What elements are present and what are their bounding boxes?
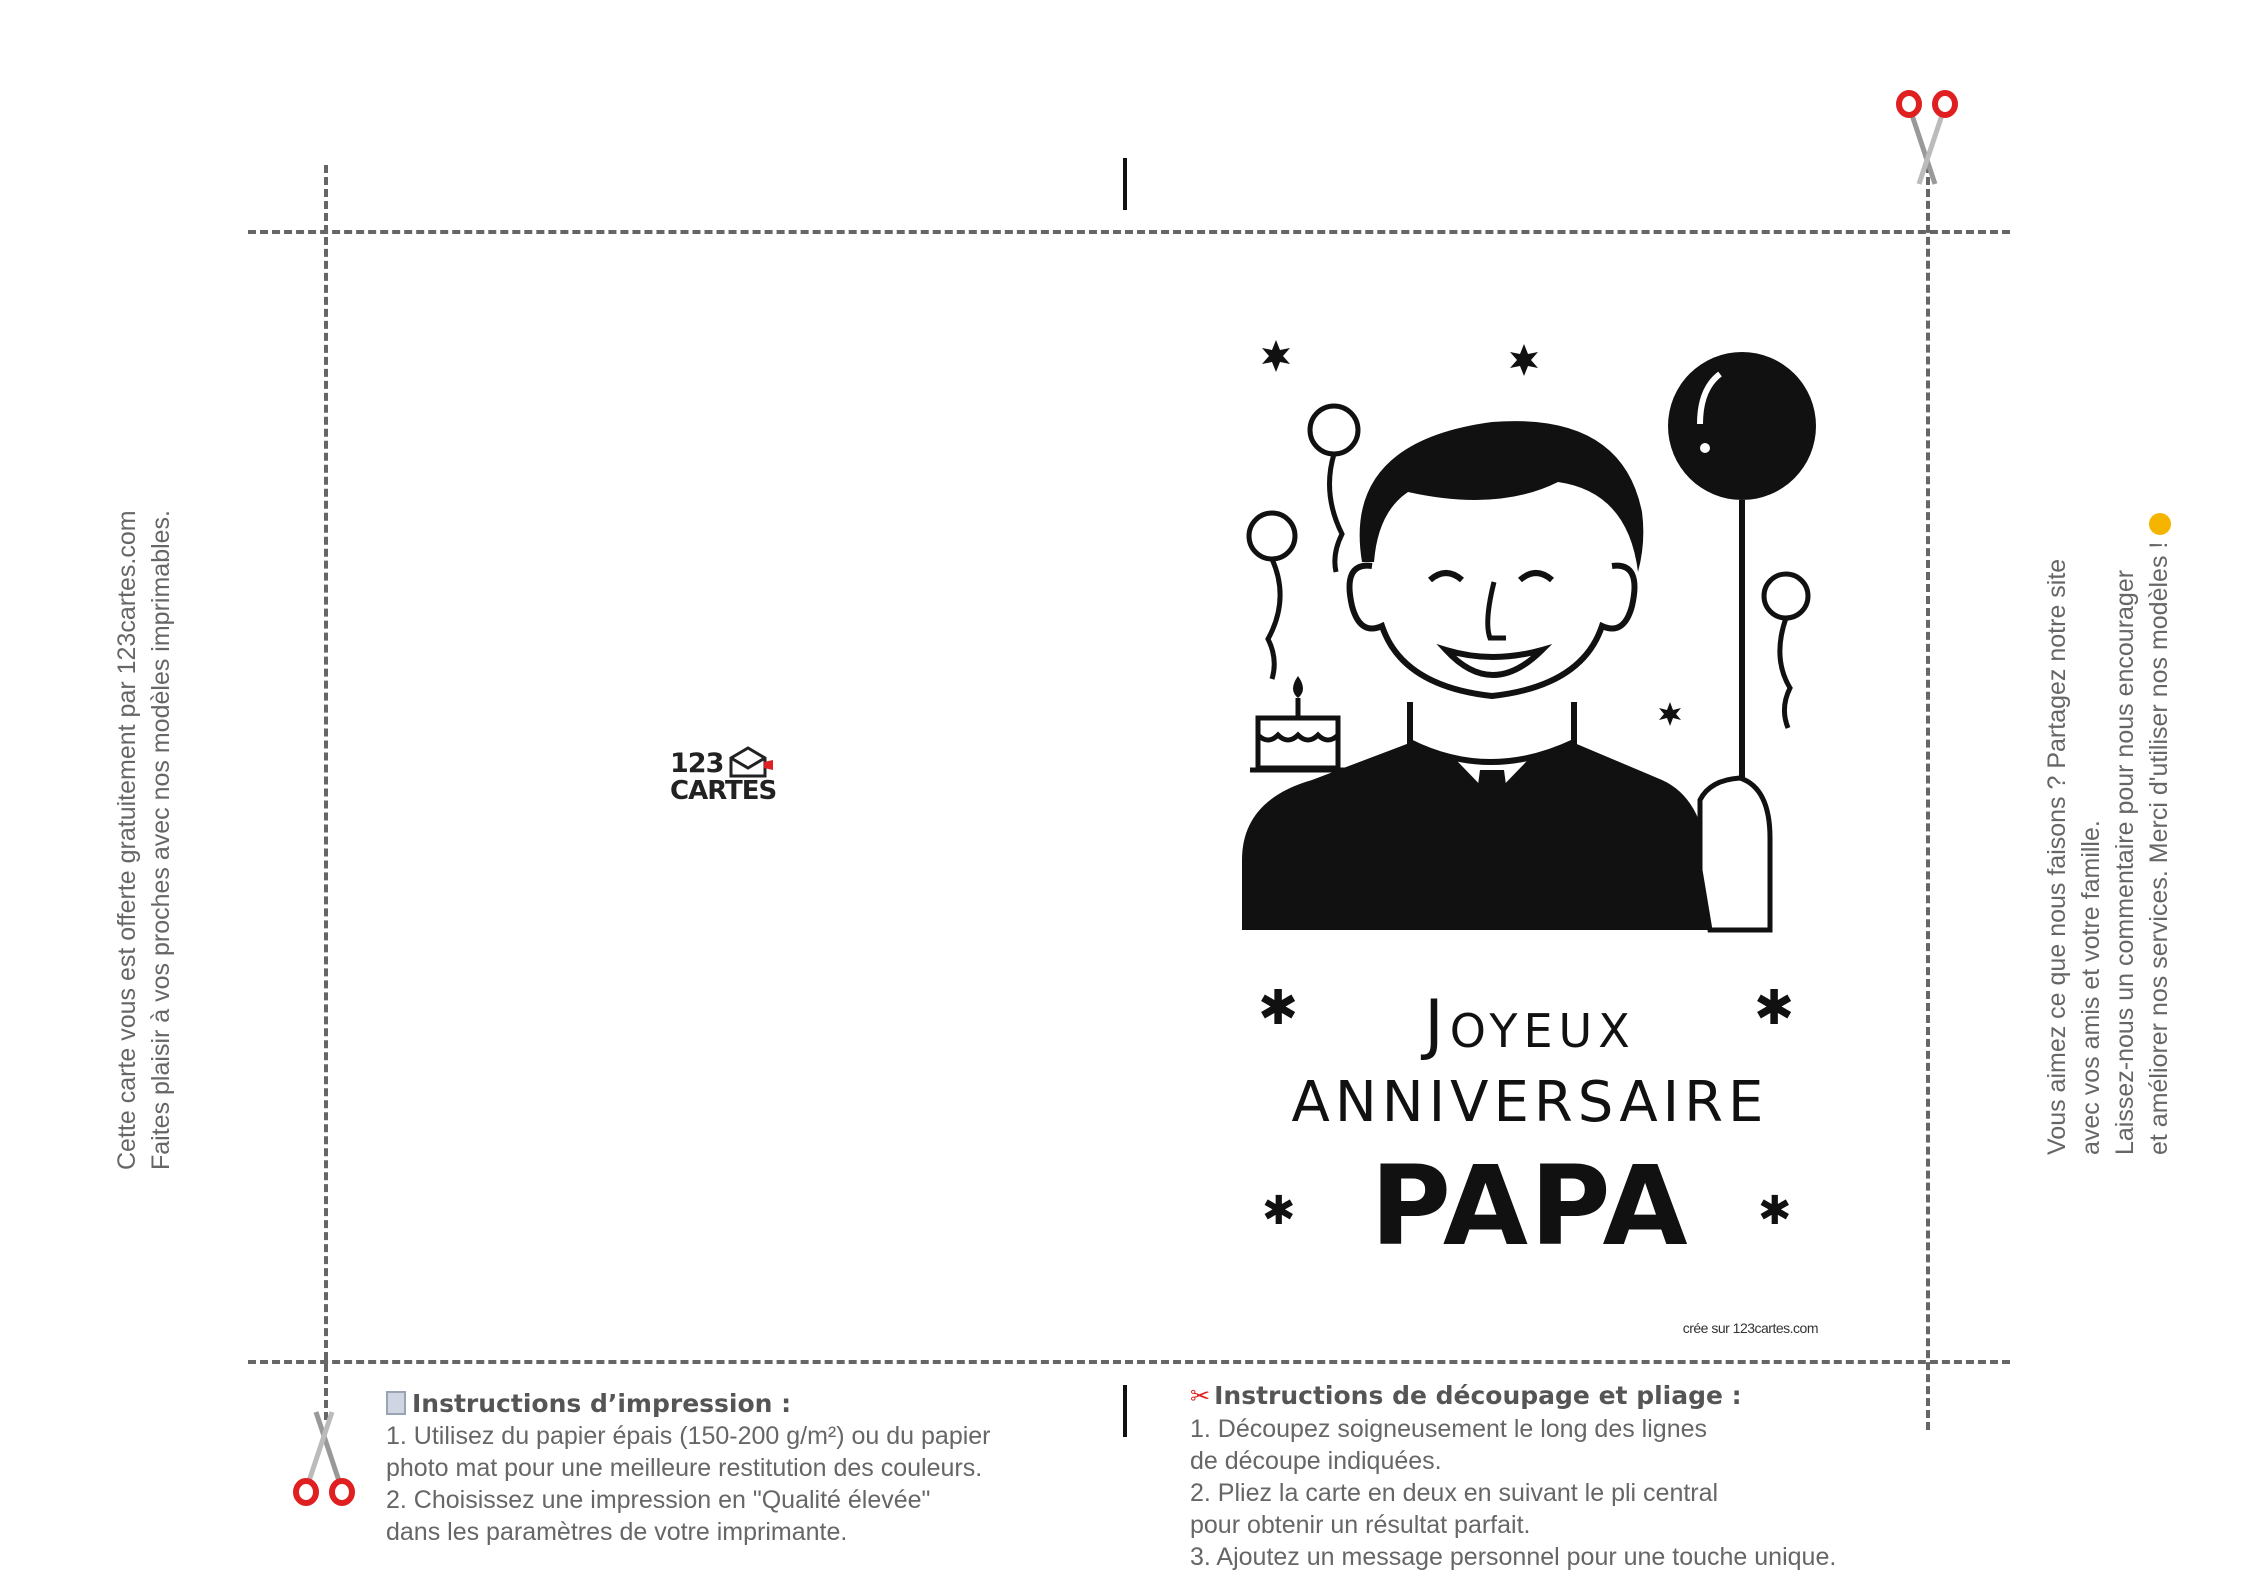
right-side-line-3: Laissez-nous un commentaire pour nous encourager: [2111, 569, 2139, 1155]
document-icon: [386, 1391, 406, 1415]
smile-emoji-icon: [2149, 513, 2171, 535]
cut-instructions: [1190, 1380, 1950, 1573]
card-front: [1230, 330, 1830, 1350]
scissors-icon: [292, 1410, 356, 1506]
cut-instruction-line: de découpe indiquées.: [1190, 1447, 1442, 1475]
cut-instruction-line: 3. Ajoutez un message personnel pour une touche unique.: [1190, 1543, 1837, 1571]
left-side-line-1: Cette carte vous est offerte gratuitement par 123cartes.com: [113, 510, 141, 1170]
right-side-line-1: Vous aimez ce que nous faisons ? Partagez notre site: [2043, 558, 2071, 1155]
print-instruction-line: photo mat pour une meilleure restitution des couleurs.: [386, 1454, 983, 1482]
card-credit: crée sur 123cartes.com: [1682, 1320, 1818, 1336]
star-icon: ✱: [1262, 1189, 1296, 1233]
left-side-note: [110, 510, 178, 1170]
scissors-icon: [1895, 90, 1959, 186]
fold-mark-bottom: [1123, 1385, 1127, 1437]
logo-top-text: 123: [670, 748, 724, 779]
top-cut-line: [248, 230, 2010, 234]
bottom-cut-line: [248, 1360, 2010, 1364]
card-title-papa: PAPA: [1370, 1142, 1690, 1270]
card-title-anniversaire: ANNIVERSAIRE: [1291, 1070, 1769, 1135]
star-icon: ✱: [1754, 982, 1795, 1035]
cut-instruction-line: pour obtenir un résultat parfait.: [1190, 1511, 1531, 1539]
dad-birthday-illustration: [1230, 330, 1830, 950]
cut-instruction-line: 2. Pliez la carte en deux en suivant le pli central: [1190, 1479, 1719, 1507]
right-cut-line: [1926, 165, 1930, 1430]
left-side-line-2: Faites plaisir à vos proches avec nos modèles imprimables.: [147, 510, 175, 1170]
right-side-line-4: et améliorer nos services. Merci d'utiliser nos modèles !: [2142, 513, 2176, 1155]
star-icon: ✱: [1758, 1189, 1792, 1233]
cut-instructions-heading: Instructions de découpage et pliage :: [1214, 1381, 1742, 1410]
right-side-note: [2040, 513, 2176, 1155]
star-icon: ✱: [1258, 982, 1299, 1035]
right-side-line-2: avec vos amis et votre famille.: [2077, 820, 2105, 1155]
print-instruction-line: dans les paramètres de votre imprimante.: [386, 1518, 848, 1546]
print-instruction-line: 1. Utilisez du papier épais (150-200 g/m²) ou du papier: [386, 1422, 991, 1450]
left-cut-line: [324, 165, 328, 1420]
print-instruction-line: 2. Choisissez une impression en "Qualité élevée": [386, 1486, 931, 1514]
envelope-icon: [728, 746, 774, 778]
print-instructions-heading: Instructions d’impression :: [412, 1389, 792, 1418]
logo-123cartes: [668, 748, 788, 810]
cut-instruction-line: 1. Découpez soigneusement le long des lignes: [1190, 1415, 1708, 1443]
scissors-icon: ✂: [1190, 1383, 1211, 1410]
print-instructions: [386, 1388, 1086, 1548]
card-title-joyeux: Joyeux: [1424, 986, 1636, 1063]
fold-mark-top: [1123, 158, 1127, 210]
logo-bottom-text: CARTES: [670, 776, 777, 806]
